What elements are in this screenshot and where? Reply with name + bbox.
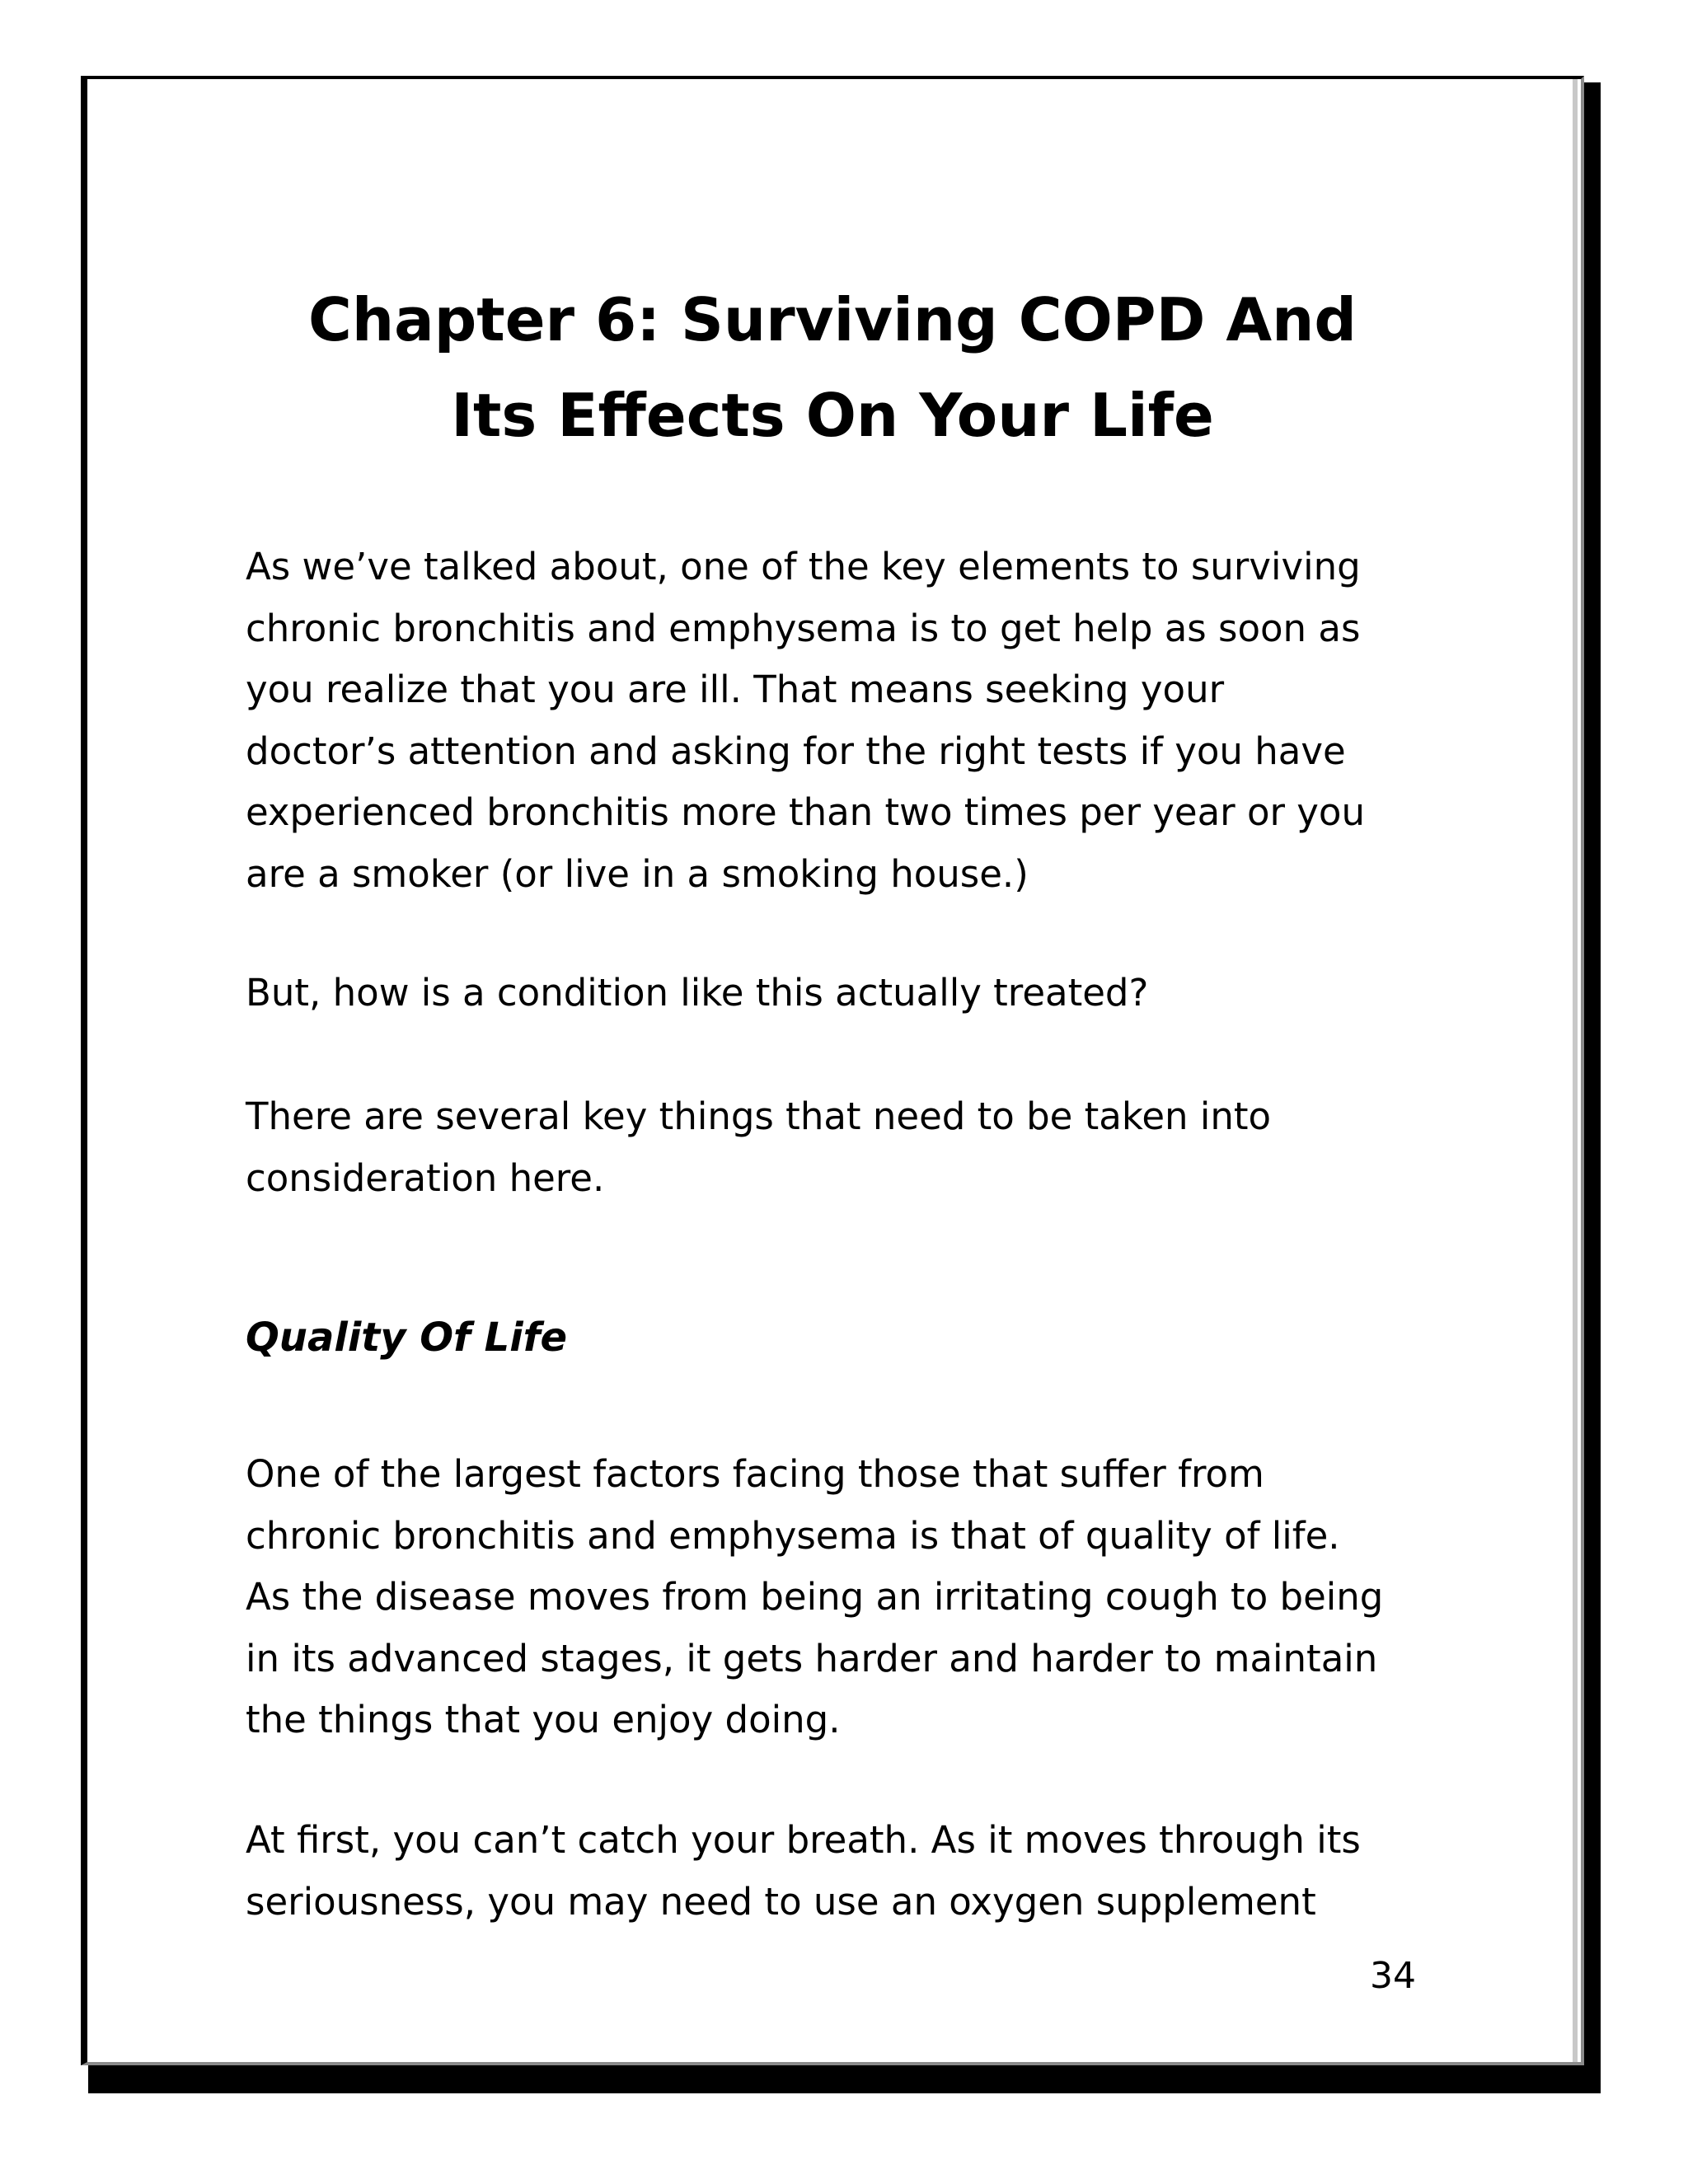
page-frame-edge xyxy=(1573,79,1578,2062)
page-number: 34 xyxy=(1370,1955,1416,1997)
paragraph-question: But, how is a condition like this actually treated? xyxy=(246,971,1149,1015)
paragraph-quality-of-life: One of the largest factors facing those that suffer from chronic bronchitis and emphysema is that of quality of life. As the disease moves from being an irritating cough to being in its advanced stages, it gets harder and harder to maintain the things that you enjoy doing. xyxy=(246,1452,1384,1741)
section-heading-quality-of-life: Quality Of Life xyxy=(246,1315,568,1361)
paragraph-intro: As we’ve talked about, one of the key elements to surviving chronic bronchitis and emphysema is to get help as soon as you realize that you are ill. That means seeking your doctor’s attention and asking for the right tests if you have experienced bronchitis more than two times per year or you are a smoker (or live in a smoking house.) xyxy=(246,545,1365,896)
paragraph-considerations: There are several key things that need to be taken into consideration here. xyxy=(246,1094,1272,1200)
paragraph-breath: At first, you can’t catch your breath. As it moves through its seriousness, you may need to use an oxygen supplement xyxy=(246,1818,1361,1924)
chapter-title-line-2: Its Effects On Your Life xyxy=(451,381,1214,450)
chapter-title-line-1: Chapter 6: Surviving COPD And xyxy=(308,285,1357,354)
chapter-title xyxy=(165,272,1500,463)
